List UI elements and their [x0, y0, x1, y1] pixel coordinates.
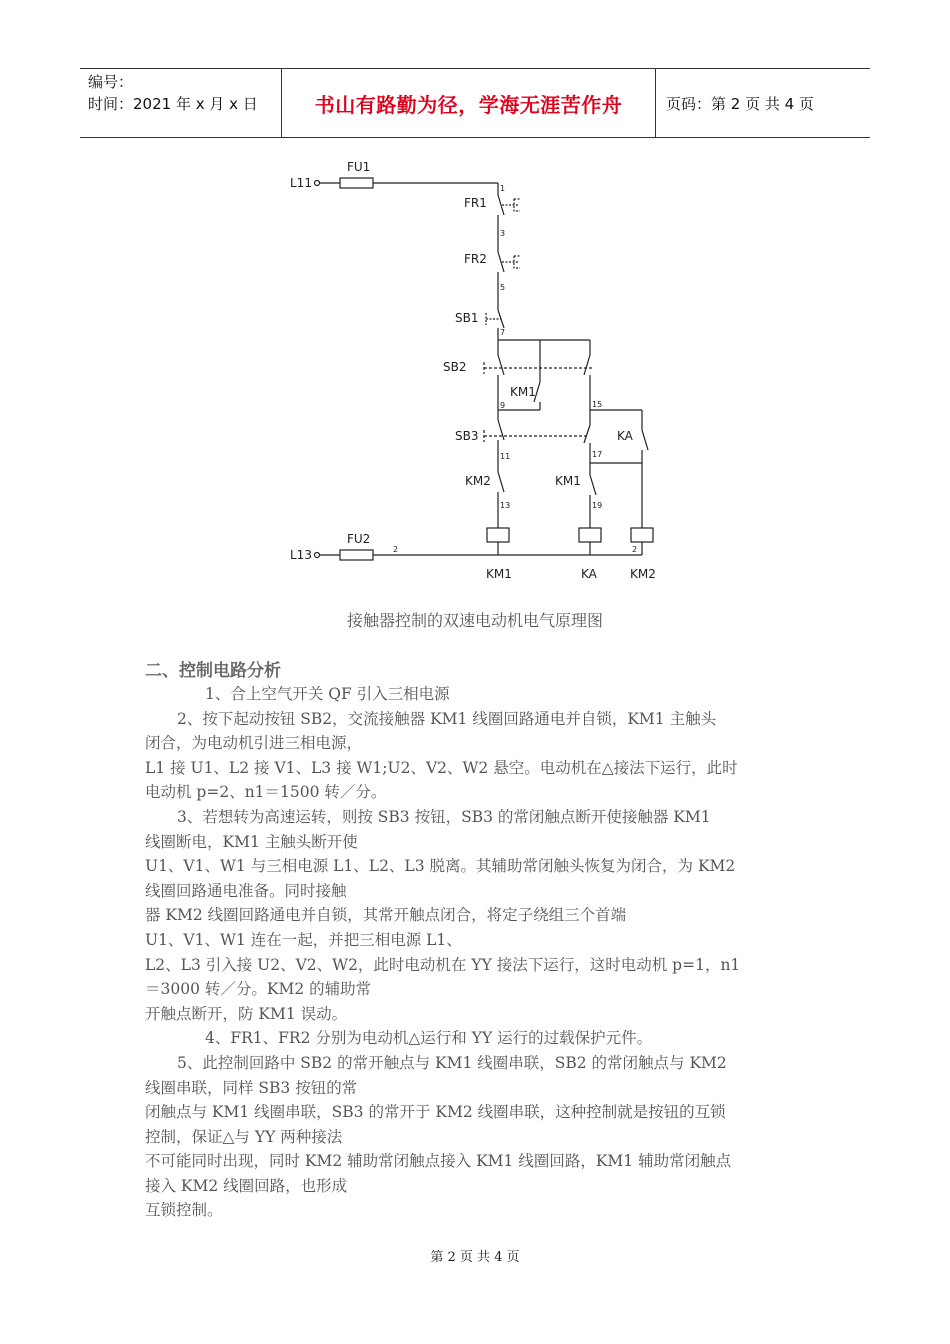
body-line: 接入 KM2 线圈回路，也形成	[145, 1176, 348, 1195]
wire-13: 13	[500, 501, 511, 510]
label-fu1: FU1	[347, 160, 371, 174]
motto: 书山有路勤为径，学海无涯苦作舟	[282, 69, 656, 137]
body-line: 4、FR1、FR2 分别为电动机△运行和 YY 运行的过载保护元件。	[205, 1029, 653, 1048]
wire-5: 5	[500, 283, 506, 292]
wire-3: 3	[500, 229, 506, 238]
label-ka-contact: KA	[617, 429, 633, 443]
label-coil-ka: KA	[581, 567, 597, 581]
label-km1-aux: KM1	[510, 385, 536, 399]
header-meta-cell	[80, 69, 282, 137]
wire-11: 11	[500, 452, 511, 461]
label-sb2: SB2	[443, 360, 467, 374]
body-line: 控制，保证△与 YY 两种接法	[145, 1127, 343, 1146]
label-fr2: FR2	[464, 252, 487, 266]
label-l11: L11	[290, 176, 312, 190]
label-l13: L13	[290, 548, 312, 562]
wire-15: 15	[592, 400, 603, 409]
wire-1: 1	[500, 184, 506, 193]
wire-19: 19	[592, 501, 603, 510]
label-coil-km2: KM2	[630, 567, 656, 581]
label-sb1: SB1	[455, 311, 479, 325]
body-line: ＝3000 转／分。KM2 的辅助常	[145, 980, 372, 999]
label-km2-contact: KM2	[465, 474, 491, 488]
body-line: 5、此控制回路中 SB2 的常开触点与 KM1 线圈串联，SB2 的常闭触点与 KM2	[177, 1053, 727, 1072]
label-fu2: FU2	[347, 532, 371, 546]
body-line: 1、合上空气开关 QF 引入三相电源	[205, 685, 450, 703]
analysis-body	[145, 682, 815, 1223]
body-line: 闭合，为电动机引进三相电源，	[145, 734, 363, 753]
body-line: 互锁控制。	[145, 1201, 223, 1220]
wire-9: 9	[500, 401, 506, 410]
time-label: 时间：2021 年 x 月 x 日	[88, 95, 258, 113]
wire-17: 17	[592, 450, 603, 459]
body-line: U1、V1、W1 与三相电源 L1、L2、L3 脱离。其辅助常闭触头恢复为闭合，为 KM2	[145, 857, 736, 876]
body-line: 器 KM2 线圈回路通电并自锁，其常开触点闭合，将定子绕组三个首端	[145, 906, 627, 925]
body-line: 不可能同时出现，同时 KM2 辅助常闭触点接入 KM1 线圈回路，KM1 辅助常闭触点	[145, 1152, 732, 1171]
body-line: 2、按下起动按钮 SB2，交流接触器 KM1 线圈回路通电并自锁，KM1 主触头	[177, 709, 717, 728]
body-line: U1、V1、W1 连在一起，并把三相电源 L1、	[145, 930, 462, 949]
body-line: L2、L3 引入接 U2、V2、W2，此时电动机在 YY 接法下运行，这时电动机 p=1，n1	[145, 955, 741, 974]
label-sb3: SB3	[455, 429, 479, 443]
wire-2-left: 2	[393, 545, 399, 554]
body-line: 开触点断开，防 KM1 误动。	[145, 1004, 348, 1023]
label-km1-contact: KM1	[555, 474, 581, 488]
wire-7: 7	[500, 328, 506, 337]
body-line: 线圈断电，KM1 主触头断开使	[145, 832, 358, 851]
label-coil-km1: KM1	[486, 567, 512, 581]
document-header	[80, 68, 870, 138]
body-line: 3、若想转为高速运转，则按 SB3 按钮，SB3 的常闭触点断开使接触器 KM1	[177, 807, 711, 826]
number-label: 编号：	[88, 73, 134, 91]
body-line: 线圈串联，同样 SB3 按钮的常	[145, 1078, 358, 1097]
label-fr1: FR1	[464, 196, 487, 210]
wire-2-right: 2	[632, 545, 638, 554]
diagram-caption: 接触器控制的双速电动机电气原理图	[346, 611, 603, 630]
page-footer: 第 2 页 共 4 页	[430, 1250, 520, 1265]
body-line: L1 接 U1、L2 接 V1、L3 接 W1;U2、V2、W2 悬空。电动机在△接法下运行，此时	[145, 758, 738, 777]
body-line: 线圈回路通电准备。同时接触	[145, 881, 347, 900]
section-title: 二、控制电路分析	[145, 661, 281, 681]
body-line: 闭触点与 KM1 线圈串联，SB3 的常开于 KM2 线圈串联，这种控制就是按钮的互锁	[145, 1103, 726, 1122]
page-label: 页码：第 2 页 共 4 页	[666, 94, 814, 113]
circuit-diagram	[270, 150, 670, 590]
body-line: 电动机 p=2、n1＝1500 转／分。	[145, 783, 387, 802]
